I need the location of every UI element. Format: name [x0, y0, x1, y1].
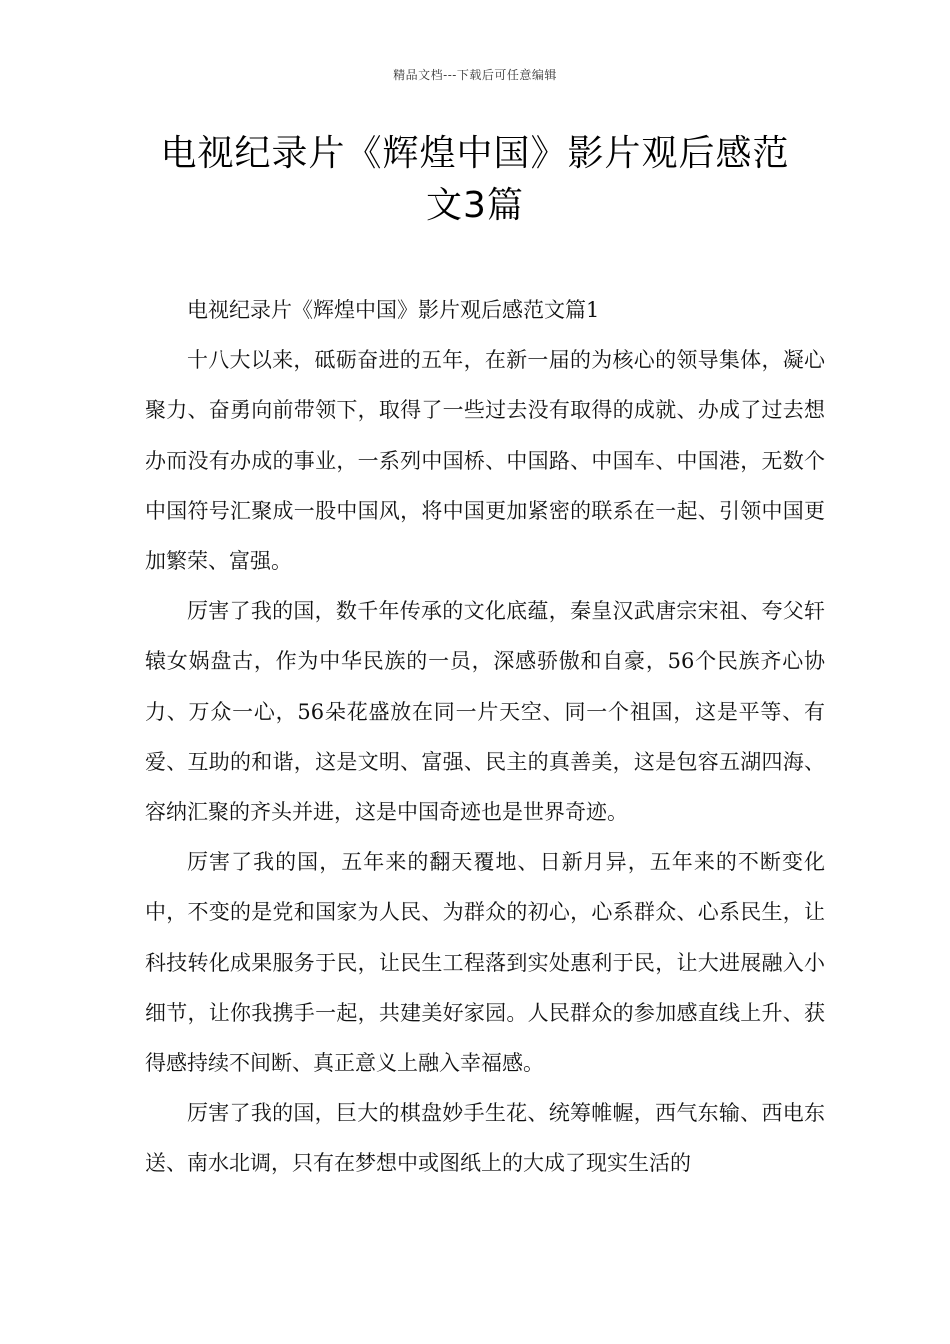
paragraph-1: 十八大以来，砥砺奋进的五年，在新一届的为核心的领导集体，凝心聚力、奋勇向前带领下，取得了一些过去没有取得的成就、办成了过去想办而没有办成的事业，一系列中国桥、中国路、中国车、中国港，无数个中国符号汇聚成一股中国风，将中国更加紧密的联系在一起、引领中国更加繁荣、富强。: [145, 348, 825, 574]
section-heading: 电视纪录片《辉煌中国》影片观后感范文篇1: [187, 298, 600, 322]
paragraph-3: 厉害了我的国，五年来的翻天覆地、日新月异，五年来的不断变化中，不变的是党和国家为人民、为群众的初心，心系群众、心系民生，让科技转化成果服务于民，让民生工程落到实处惠利于民，让大进展融入小细节，让你我携手一起，共建美好家园。人民群众的参加感直线上升、获得感持续不间断、真正意义上融入幸福感。: [145, 850, 825, 1076]
title-line-2: 文3篇: [426, 185, 524, 226]
document-title: [120, 128, 830, 232]
title-line-1: 电视纪录片《辉煌中国》影片观后感范: [160, 133, 790, 174]
paragraph-4: 厉害了我的国，巨大的棋盘妙手生花、统筹帷幄，西气东输、西电东送、南水北调，只有在梦想中或图纸上的大成了现实生活的: [145, 1101, 825, 1176]
document-body: [145, 285, 825, 1189]
header-note: 精品文档---下载后可任意编辑: [393, 68, 557, 82]
paragraph-2: 厉害了我的国，数千年传承的文化底蕴，秦皇汉武唐宗宋祖、夸父轩辕女娲盘古，作为中华民族的一员，深感骄傲和自豪，56个民族齐心协力、万众一心，56朵花盛放在同一片天空、同一个祖国，这是平等、有爱、互助的和谐，这是文明、富强、民主的真善美，这是包容五湖四海、容纳汇聚的齐头并进，这是中国奇迹也是世界奇迹。: [145, 599, 825, 825]
